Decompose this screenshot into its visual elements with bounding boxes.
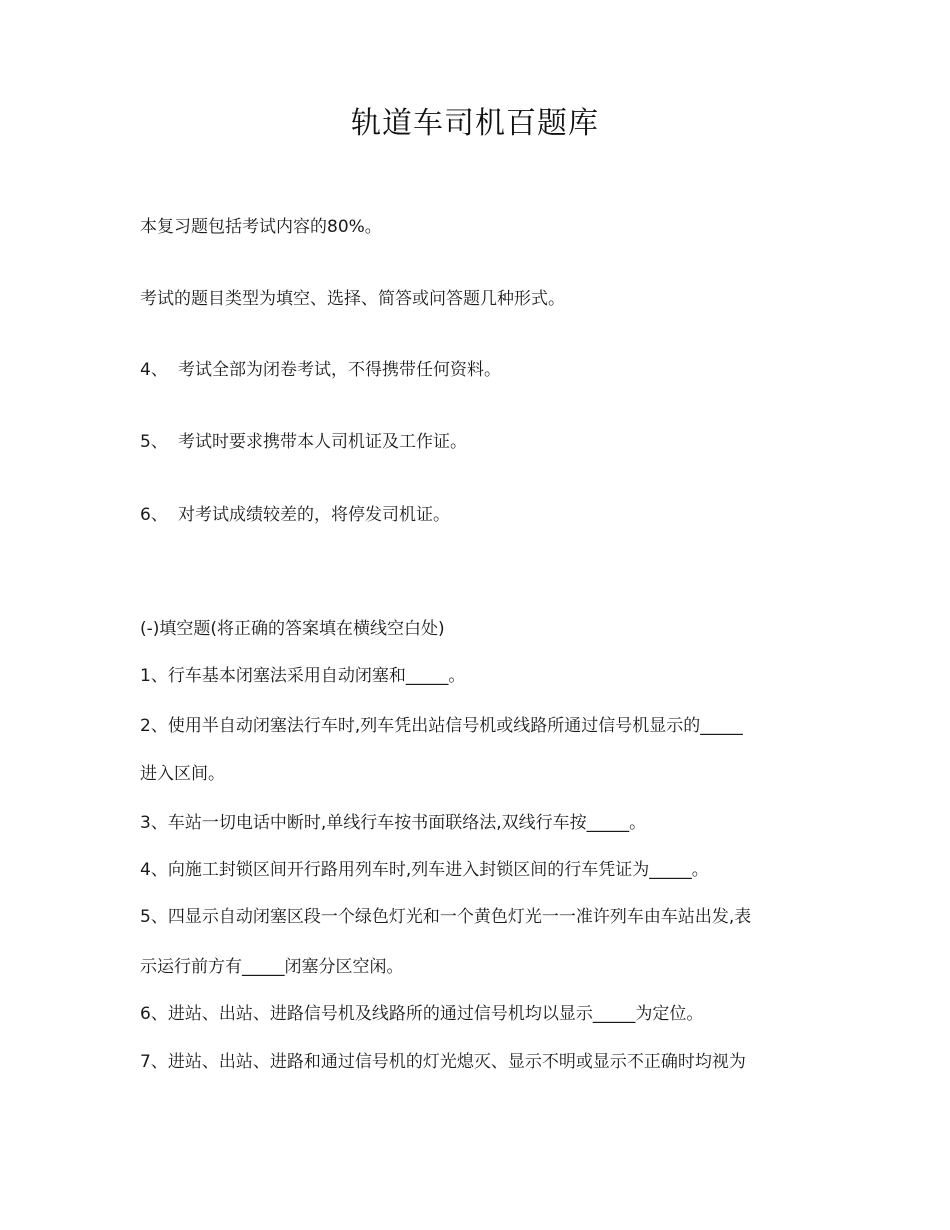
section-heading: (-)填空题(将正确的答案填在横线空白处) (140, 619, 445, 639)
rule-text: 对考试成绩较差的，将停发司机证。 (178, 505, 450, 525)
rule-text: 考试时要求携带本人司机证及工作证。 (178, 432, 467, 452)
intro-line: 考试的题目类型为填空、选择、简答或问答题几种形式。 (140, 289, 565, 309)
question-line-continued: 示运行前方有_____闭塞分区空闲。 (140, 957, 404, 977)
question-line: 2、使用半自动闭塞法行车时,列车凭出站信号机或线路所通过信号机显示的_____ (140, 716, 743, 736)
intro-line: 本复习题包括考试内容的80%。 (140, 217, 382, 237)
rule-number: 5、 (140, 432, 168, 452)
question-line: 1、行车基本闭塞法采用自动闭塞和_____。 (140, 666, 466, 686)
question-line: 6、进站、出站、进路信号机及线路所的通过信号机均以显示_____为定位。 (140, 1004, 704, 1024)
question-line: 3、车站一切电话中断时,单线行车按书面联络法,双线行车按_____。 (140, 813, 647, 833)
question-line-continued: 进入区间。 (140, 764, 225, 784)
rule-text: 考试全部为闭卷考试，不得携带任何资料。 (178, 360, 501, 380)
rule-item (140, 358, 501, 382)
document-title: 轨道车司机百题库 (351, 106, 599, 141)
rule-item (140, 430, 467, 454)
question-line: 4、向施工封锁区间开行路用列车时,列车进入封锁区间的行车凭证为_____。 (140, 860, 709, 880)
rule-number: 4、 (140, 360, 168, 380)
question-line: 5、四显示自动闭塞区段一个绿色灯光和一个黄色灯光一一准许列车由车站出发,表 (140, 907, 752, 927)
question-line: 7、进站、出站、进路和通过信号机的灯光熄灭、显示不明或显示不正确时均视为 (140, 1052, 746, 1072)
rule-number: 6、 (140, 505, 168, 525)
rule-item (140, 503, 450, 527)
